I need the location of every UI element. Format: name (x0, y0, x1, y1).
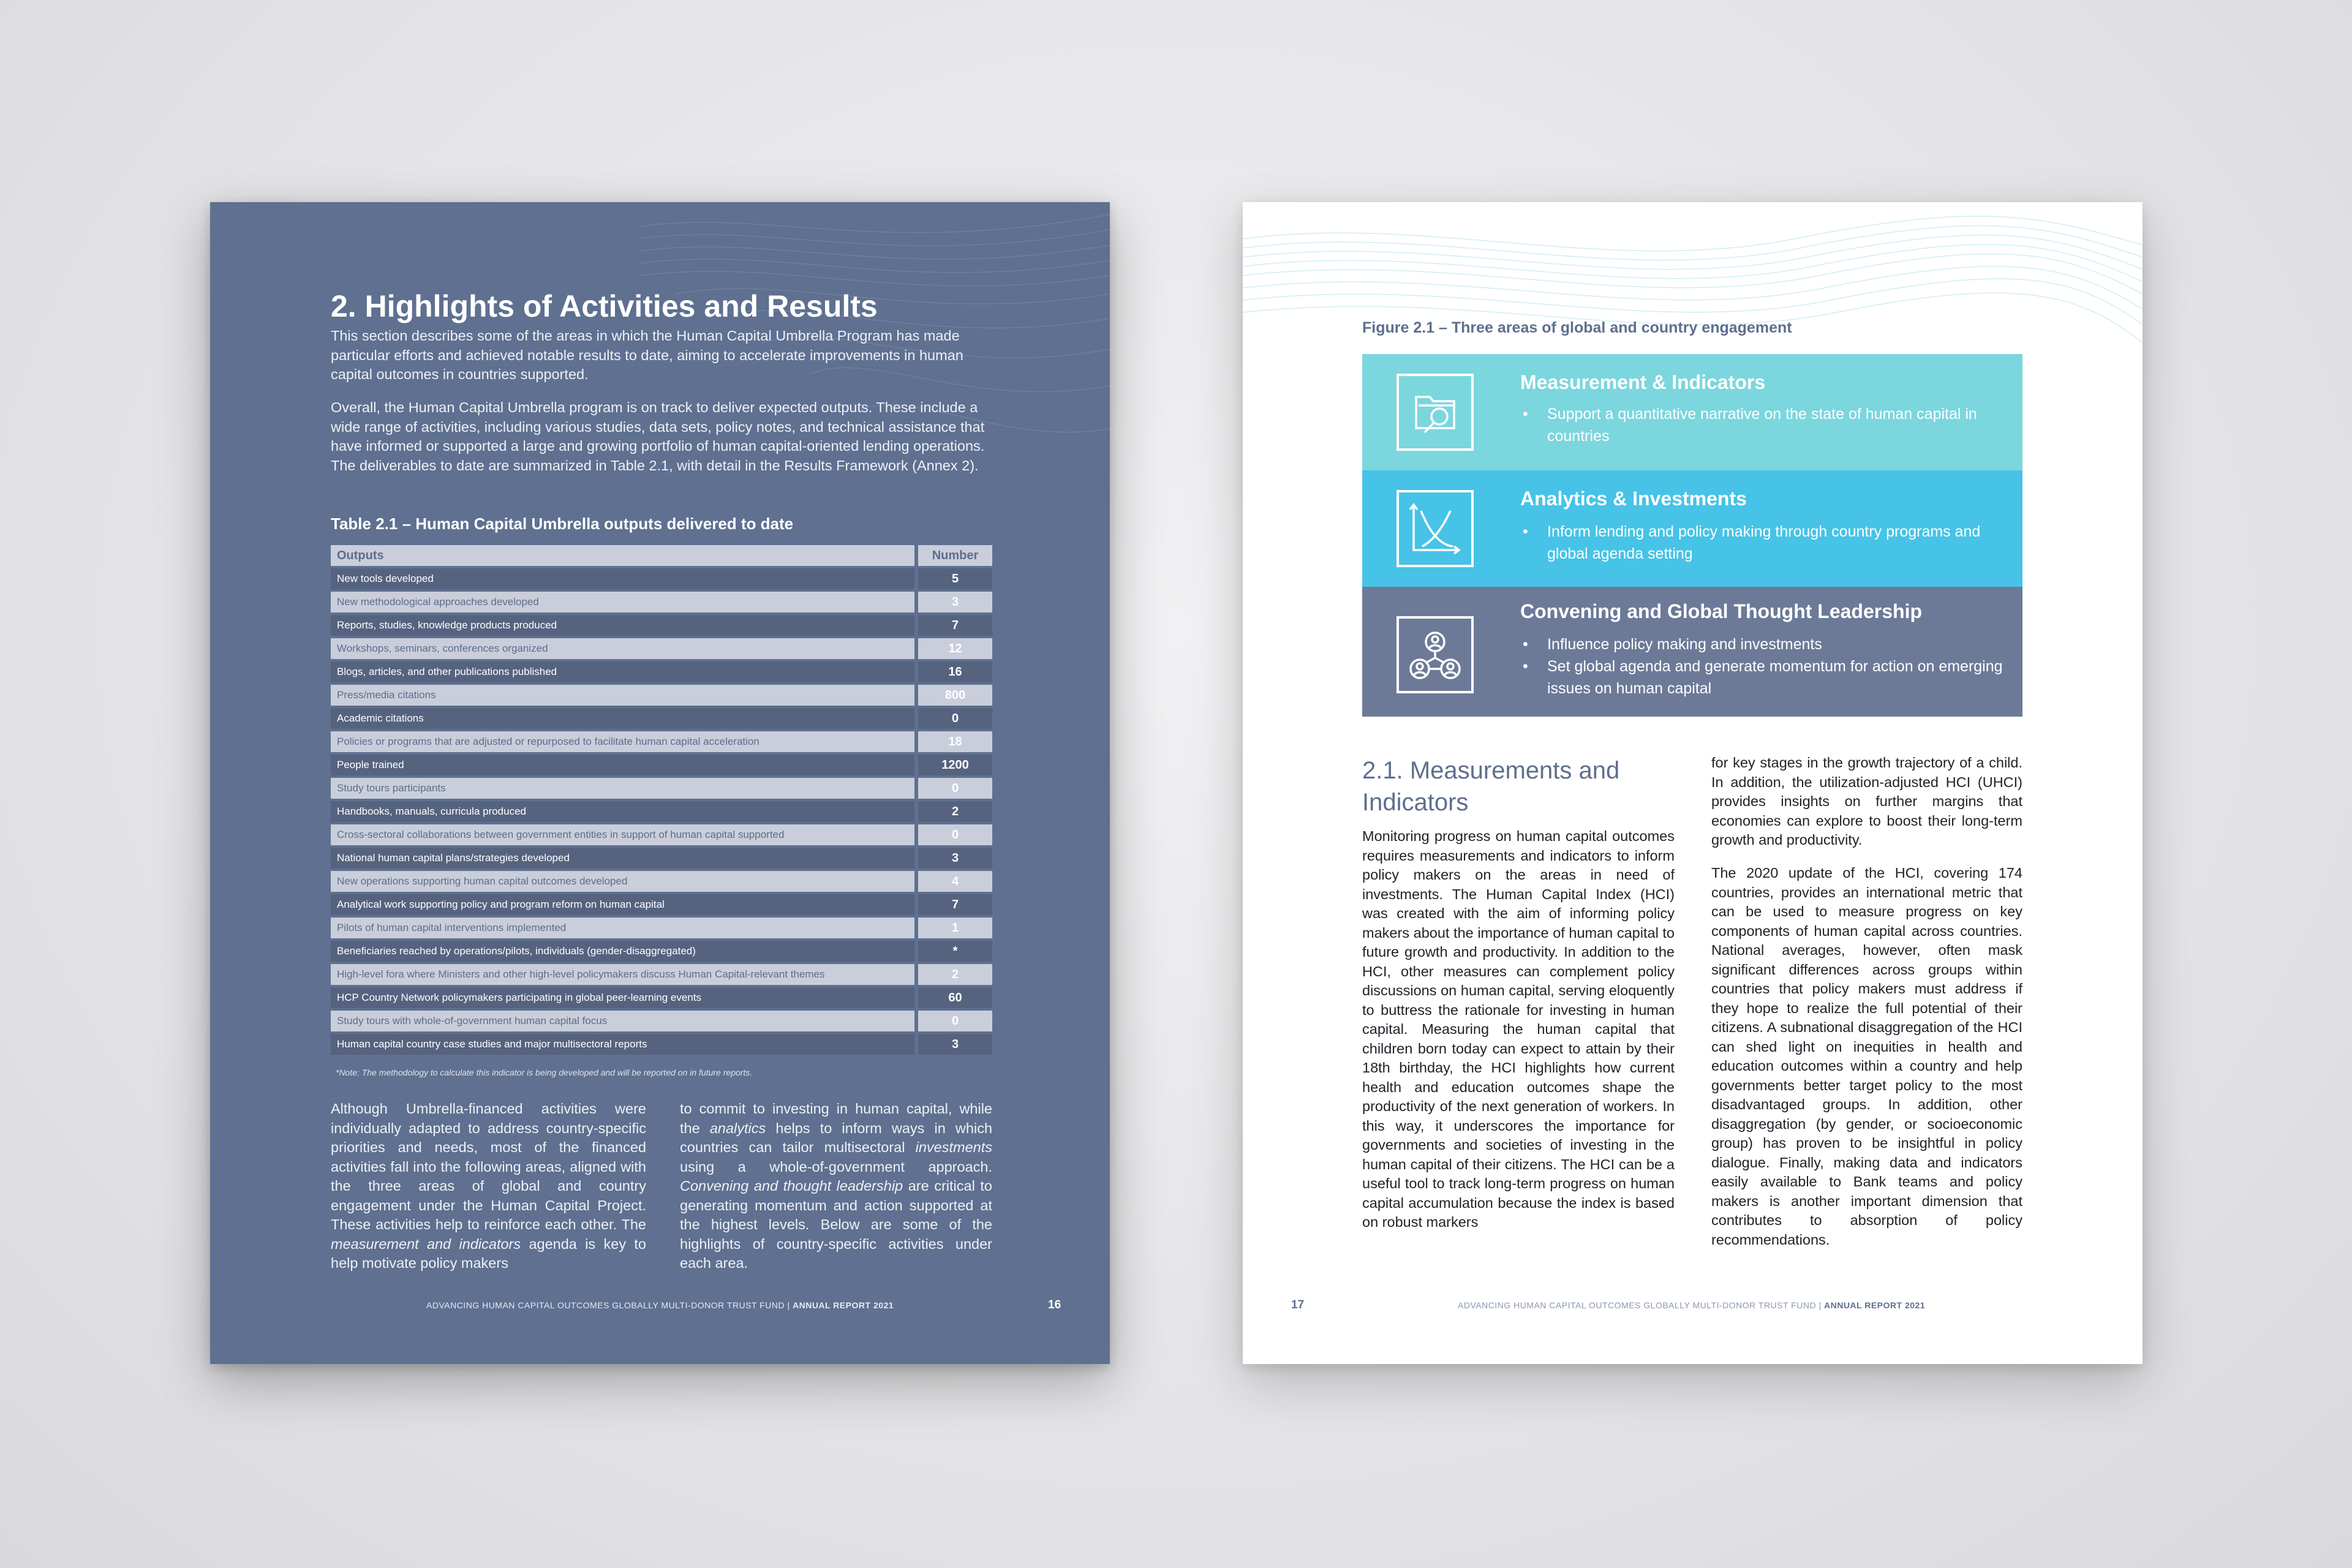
number-cell: 1200 (914, 755, 992, 775)
table-row (331, 615, 992, 636)
table-row (331, 592, 992, 612)
table-title: Table 2.1 – Human Capital Umbrella outputs delivered to date (331, 514, 794, 533)
table-row (331, 685, 992, 706)
people-network-icon (1396, 616, 1474, 693)
output-cell: Cross-sectoral collaborations between government entities in support of human capital supported (331, 824, 914, 845)
table-row (331, 871, 992, 892)
number-cell: 3 (914, 848, 992, 869)
output-cell: HCP Country Network policymakers participating in global peer-learning events (331, 987, 914, 1008)
page-number: 16 (1048, 1298, 1061, 1311)
table-row (331, 1011, 992, 1031)
header-outputs: Outputs (331, 545, 914, 566)
intro-paragraph-1: This section describes some of the areas in which the Human Capital Umbrella Program has made particular efforts and achieved notable results to date, aiming to accelerate improvements in human capital outcomes in countries supported. (331, 328, 963, 382)
table-row (331, 638, 992, 659)
table-row (331, 941, 992, 962)
table-row (331, 755, 992, 775)
output-cell: People trained (331, 755, 914, 775)
band-title: Measurement & Indicators (1520, 371, 1766, 393)
table-header-row (331, 545, 992, 566)
output-cell: Human capital country case studies and major multisectoral reports (331, 1034, 914, 1055)
output-cell: New tools developed (331, 568, 914, 589)
table-row (331, 778, 992, 799)
bullet-item: • Support a quantitative narrative on the state of human capital in countries (1547, 403, 2025, 447)
table-row (331, 708, 992, 729)
body-column-2-paragraph-2: The 2020 update of the HCI, covering 174 countries, provides an international metric that can be used to measure progress on key components of human capital across countries. National averages, however, often mask significant differences across groups within countries that policy makers must address if they hope to realize the full potential of their citizens. A subnational disaggregation of the HCI can shed light on inequities in health and education outcomes within a country and help governments better target policy to the most disadvantaged groups. In addition, other disaggregation (by gender, or socioeconomic group) has proven to be insightful in policy dialogue. Finally, making data and indicators easily available to Bank teams and policy makers is another important dimension that contributes to absorption of policy recommendations. (1711, 865, 2022, 1248)
table-row (331, 801, 992, 822)
table-footnote: *Note: The methodology to calculate this indicator is being developed and will be reported on in future reports. (336, 1068, 753, 1077)
table-row (331, 1034, 992, 1055)
bullet-item: • Influence policy making and investments (1547, 633, 2025, 655)
left-page (210, 202, 1110, 1364)
figure-title: Figure 2.1 – Three areas of global and country engagement (1362, 319, 1792, 336)
outputs-table (331, 543, 992, 1057)
number-cell: 0 (914, 1011, 992, 1031)
table-row (331, 918, 992, 938)
band-analytics-investments (1362, 470, 2022, 587)
output-cell: Academic citations (331, 708, 914, 729)
output-cell: Study tours with whole-of-government human capital focus (331, 1011, 914, 1031)
band-title: Analytics & Investments (1520, 488, 1747, 510)
page-number: 17 (1291, 1298, 1305, 1311)
output-cell: Blogs, articles, and other publications published (331, 662, 914, 682)
header-number: Number (914, 545, 992, 566)
section-heading: 2.1. Measurements and Indicators (1362, 757, 1620, 816)
number-cell: 800 (914, 685, 992, 706)
band-convening-leadership (1362, 587, 2022, 717)
number-cell: 16 (914, 662, 992, 682)
band-bullets (1520, 633, 2025, 699)
band-measurement-indicators (1362, 354, 2022, 470)
number-cell: 5 (914, 568, 992, 589)
output-cell: New methodological approaches developed (331, 592, 914, 612)
output-cell: New operations supporting human capital outcomes developed (331, 871, 914, 892)
number-cell: 4 (914, 871, 992, 892)
output-cell: Handbooks, manuals, curricula produced (331, 801, 914, 822)
page-footer: ADVANCING HUMAN CAPITAL OUTCOMES GLOBALLY MULTI-DONOR TRUST FUND | ANNUAL REPORT 2021 (426, 1300, 894, 1310)
output-cell: Beneficiaries reached by operations/pilots, individuals (gender-disaggregated) (331, 941, 914, 962)
output-cell: Analytical work supporting policy and program reform on human capital (331, 894, 914, 915)
table-row (331, 964, 992, 985)
body-column-1: Although Umbrella-financed activities were individually adapted to address country-specific priorities and needs, most of the financed activities fall into the following areas, aligned with the three areas of global and country engagement under the Human Capital Project. These activities help to reinforce each other. The measurement and indicators agenda is key to help motivate policy makers (331, 1101, 646, 1271)
output-cell: Reports, studies, knowledge products produced (331, 615, 914, 636)
number-cell: 1 (914, 918, 992, 938)
body-column-2: to commit to investing in human capital, while the analytics helps to inform ways in which countries can tailor multisectoral investments using a whole-of-government approach. Convening and thought leadership are critical to generating momentum and action supported at the highest levels. Below are some of the highlights of country-specific activities under each area. (680, 1101, 993, 1271)
folder-magnifier-icon (1396, 374, 1474, 451)
output-cell: Workshops, seminars, conferences organized (331, 638, 914, 659)
number-cell: 7 (914, 615, 992, 636)
output-cell: Study tours participants (331, 778, 914, 799)
page-title: 2. Highlights of Activities and Results (331, 289, 878, 323)
band-bullets (1520, 403, 2025, 447)
number-cell: 0 (914, 778, 992, 799)
output-cell: National human capital plans/strategies developed (331, 848, 914, 869)
output-cell: High-level fora where Ministers and other high-level policymakers discuss Human Capital-relevant themes (331, 964, 914, 985)
number-cell: 2 (914, 801, 992, 822)
number-cell: 3 (914, 592, 992, 612)
number-cell: 60 (914, 987, 992, 1008)
output-cell: Pilots of human capital interventions implemented (331, 918, 914, 938)
table-row (331, 662, 992, 682)
number-cell: * (914, 941, 992, 962)
body-column-1: Monitoring progress on human capital outcomes requires measurements and indicators to inform policy makers on the areas in need of investments. The Human Capital Index (HCI) was created with the aim of informing policy makers about the importance of human capital to future growth and productivity. In addition to the HCI, other measures can complement policy discussions on human capital, serving eloquently to buttress the rationale for investing in human capital. Measuring the human capital that children born today can expect to attain by their 18th birthday, the HCI highlights how current health and education outcomes shape the productivity of the next generation of workers. In this way, it underscores the importance for governments and societies of investing in the human capital of their citizens. The HCI can be a useful tool to track long-term progress on human capital accumulation because the index is based on robust markers (1362, 828, 1675, 1230)
number-cell: 2 (914, 964, 992, 985)
number-cell: 3 (914, 1034, 992, 1055)
band-title: Convening and Global Thought Leadership (1520, 600, 1922, 622)
table-row (331, 987, 992, 1008)
number-cell: 0 (914, 824, 992, 845)
chart-curves-icon (1396, 490, 1474, 567)
table-row (331, 848, 992, 869)
bullet-item: • Set global agenda and generate momentum for action on emerging issues on human capital (1547, 655, 2025, 699)
page-footer: ADVANCING HUMAN CAPITAL OUTCOMES GLOBALLY MULTI-DONOR TRUST FUND | ANNUAL REPORT 2021 (1458, 1300, 1926, 1310)
number-cell: 7 (914, 894, 992, 915)
table-row (331, 568, 992, 589)
output-cell: Press/media citations (331, 685, 914, 706)
table-row (331, 894, 992, 915)
number-cell: 0 (914, 708, 992, 729)
output-cell: Policies or programs that are adjusted or repurposed to facilitate human capital acceleration (331, 731, 914, 752)
table-row (331, 731, 992, 752)
number-cell: 12 (914, 638, 992, 659)
body-column-2-paragraph-1: for key stages in the growth trajectory of a child. In addition, the utilization-adjusted HCI (UHCI) provides insights on further margins that economies can explore to boost their long-term growth and productivity. (1711, 755, 2022, 848)
intro-paragraph-2: Overall, the Human Capital Umbrella program is on track to deliver expected outputs. These include a wide range of activities, including various studies, data sets, policy notes, and technical assistance that have informed or supported a large and growing portfolio of human capital-oriented lending operations. The deliverables to date are summarized in Table 2.1, with detail in the Results Framework (Annex 2). (331, 399, 985, 473)
right-page (1243, 202, 2143, 1364)
table-row (331, 824, 992, 845)
bullet-item: • Inform lending and policy making through country programs and global agenda setting (1547, 521, 2025, 565)
band-bullets (1520, 521, 2025, 565)
number-cell: 18 (914, 731, 992, 752)
